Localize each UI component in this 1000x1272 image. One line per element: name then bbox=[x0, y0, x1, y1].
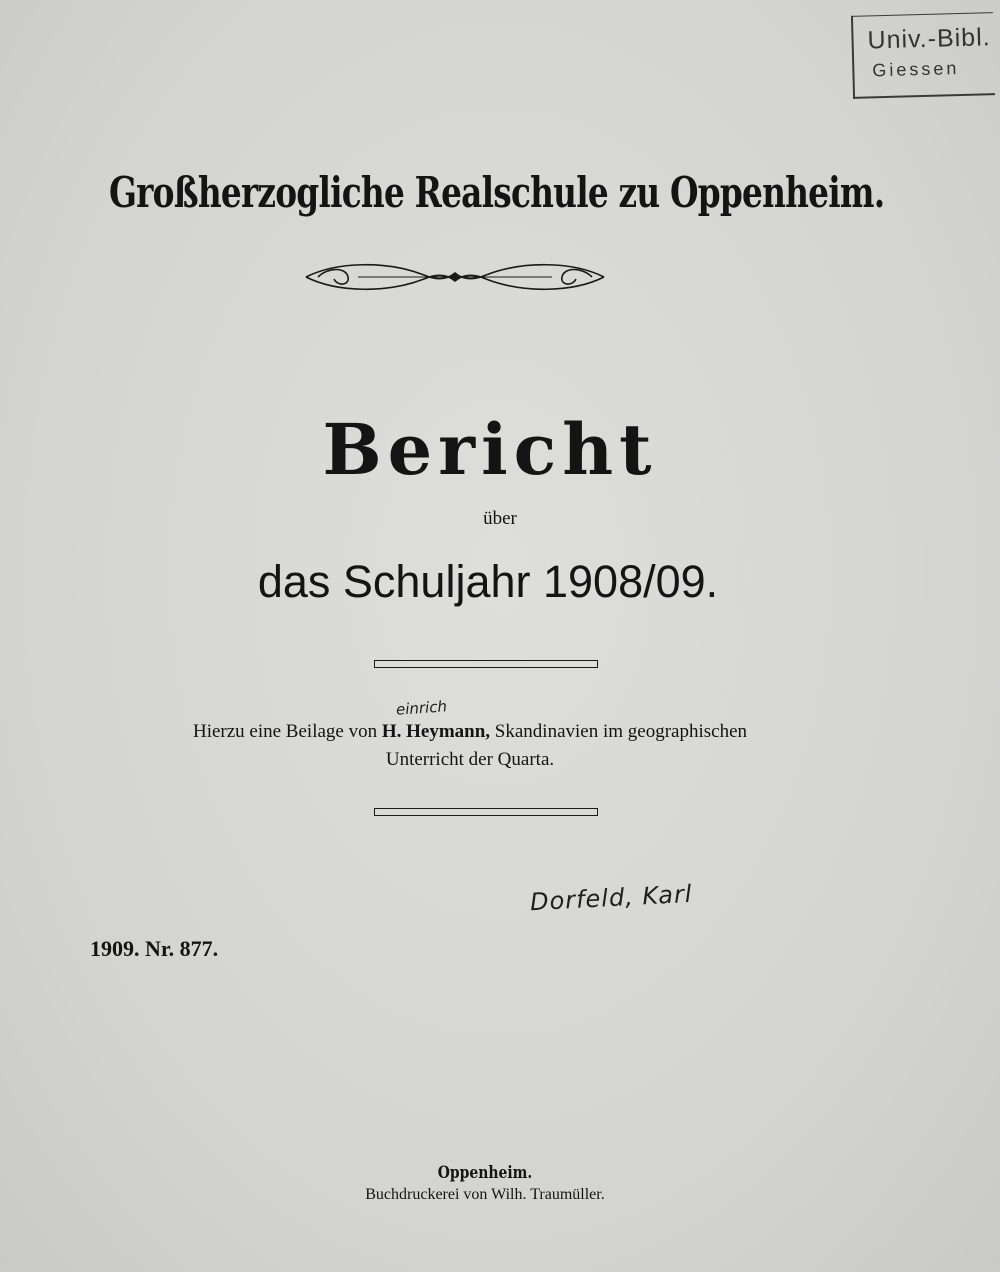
imprint-city: Oppenheim. bbox=[437, 1163, 533, 1183]
ornament-divider-icon bbox=[298, 255, 612, 299]
library-stamp bbox=[851, 12, 995, 99]
supplement-prefix: Hierzu eine Beilage von bbox=[192, 721, 382, 742]
report-title: Bericht bbox=[322, 408, 658, 491]
supplement-author: H. Heymann, bbox=[381, 721, 491, 742]
connector-word: über bbox=[483, 508, 517, 529]
issue-number: 1909. Nr. 877. bbox=[90, 936, 219, 961]
stamp-line1: Univ.-Bibl. bbox=[867, 23, 991, 55]
handwritten-name: Dorfeld, Karl bbox=[529, 879, 694, 917]
stamp-line2: Giessen bbox=[872, 58, 960, 81]
handwritten-einrich: einrich bbox=[395, 697, 448, 719]
supplement-note bbox=[0, 718, 940, 774]
supplement-line2: Unterricht der Quarta. bbox=[385, 749, 555, 770]
supplement-suffix: Skandinavien im geographischen bbox=[490, 721, 748, 742]
divider-rule-bottom bbox=[374, 808, 598, 816]
school-year: das Schuljahr 1908/09. bbox=[257, 556, 719, 607]
divider-rule-top bbox=[374, 660, 598, 668]
school-name: Großherzogliche Realschule zu Oppenheim. bbox=[108, 168, 885, 217]
imprint-printer: Buchdruckerei von Wilh. Traumüller. bbox=[365, 1186, 605, 1203]
